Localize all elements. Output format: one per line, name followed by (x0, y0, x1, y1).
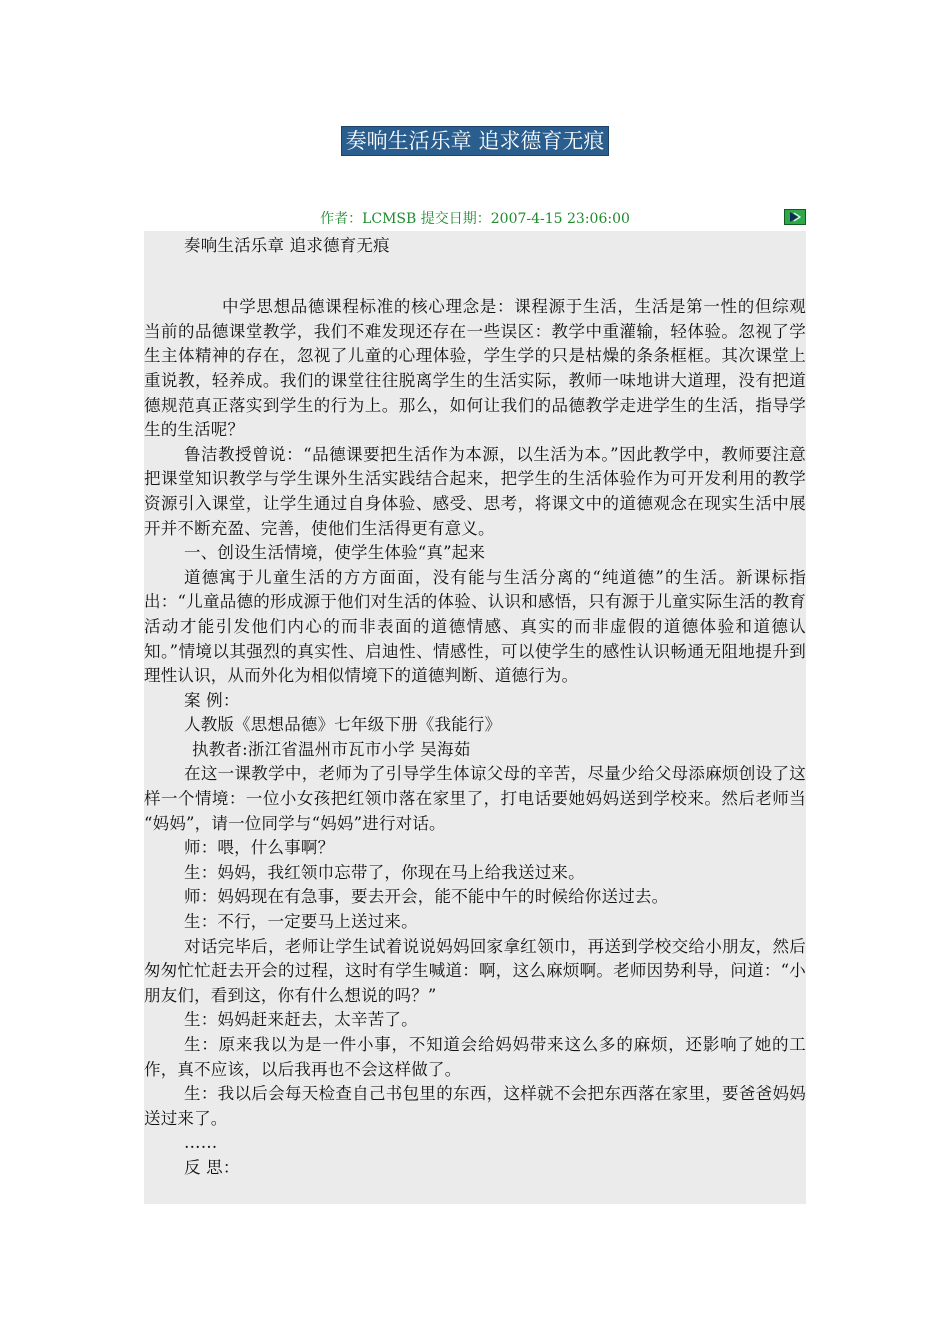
reflection-label: 反 思： (184, 1157, 240, 1177)
article-meta (144, 209, 806, 229)
dialogue-line: 生：原来我以为是一件小事，不知道会给妈妈带来这么多的麻烦，还影响了她的工作，真不应该，以后我再也不会这样做了。 (144, 1035, 806, 1079)
page-title: 奏响生活乐章 追求德育无痕 (341, 126, 610, 156)
dialogue-line: 生：不行，一定要马上送过来。 (184, 912, 418, 932)
article-heading: 奏响生活乐章 追求德育无痕 (184, 236, 390, 255)
case-teacher: 执教者:浙江省温州市瓦市小学 吴海茹 (192, 739, 471, 759)
dialogue-line: 生：我以后会每天检查自己书包里的东西，这样就不会把东西落在家里，要爸爸妈妈送过来了。 (144, 1084, 806, 1128)
blank-line (144, 259, 806, 284)
author-date-line: 作者：LCMSB 提交日期：2007-4-15 23:06:00 (320, 211, 630, 227)
paragraph: 在这一课教学中，老师为了引导学生体谅父母的辛苦，尽量少给父母添麻烦创设了这样一个情境：一位小女孩把红领巾落在家里了，打电话要她妈妈送到学校来。然后老师当 “妈妈”，请一位同学与“妈妈”进行对话。 (144, 764, 806, 833)
paragraph: 中学思想品德课程标准的核心理念是：课程源于生活，生活是第一性的但综观当前的品德课堂教学，我们不难发现还存在一些误区：教学中重灌输，轻体验。忽视了学生主体精神的存在，忽视了儿童的心理体验，学生学的只是枯燥的条条框框。其次课堂上重说教，轻养成。我们的课堂往往脱离学生的生活实际，教师一味地讲大道理，没有把道德规范真正落实到学生的行为上。那么，如何让我们的品德教学走进学生的生活，指导学生的生活呢？ (144, 297, 806, 440)
dialogue-line: 师：喂，什么事啊？ (184, 838, 335, 858)
paragraph: 对话完毕后，老师让学生试着说说妈妈回家拿红领巾，再送到学校交给小朋友，然后匆匆忙忙赶去开会的过程，这时有学生喊道：啊，这么麻烦啊。老师因势利导，问道：“小朋友们，看到这，你有什么想说的吗？” (144, 936, 806, 1005)
paragraph: 鲁洁教授曾说：“品德课要把生活作为本源，以生活为本。”因此教学中，教师要注意把课堂知识教学与学生课外生活实践结合起来，把学生的生活体验作为可开发利用的教学资源引入课堂，让学生通过自身体验、感受、思考，将课文中的道德观念在现实生活中展开并不断充盈、完善，使他们生活得更有意义。 (144, 444, 806, 538)
dialogue-line: 生：妈妈，我红领巾忘带了，你现在马上给我送过来。 (184, 862, 585, 882)
dialogue-line: 生：妈妈赶来赶去，太辛苦了。 (184, 1010, 418, 1030)
section-heading: 一、创设生活情境，使学生体验“真”起来 (184, 543, 486, 563)
title-wrap (0, 126, 950, 156)
arrow-right-icon[interactable] (784, 209, 806, 225)
article-body (144, 231, 806, 1204)
paragraph: 道德寓于儿童生活的方方面面，没有能与生活分离的“纯道德”的生活。新课标指出：“儿童品德的形成源于他们对生活的体验、认识和感悟，只有源于儿童实际生活的教育活动才能引发他们内心的而非表面的道德情感、真实的而非虚假的道德体验和道德认知。”情境以其强烈的真实性、启迪性、情感性，可以使学生的感性认识畅通无阻地提升到理性认识，从而外化为相似情境下的道德判断、道德行为。 (144, 567, 806, 686)
dialogue-line: 师：妈妈现在有急事，要去开会，能不能中午的时候给你送过去。 (184, 887, 669, 907)
case-label: 案 例： (184, 690, 240, 710)
case-source: 人教版《思想品德》七年级下册《我能行》 (184, 715, 502, 735)
blank-line (144, 283, 806, 295)
ellipsis: …… (184, 1133, 218, 1153)
